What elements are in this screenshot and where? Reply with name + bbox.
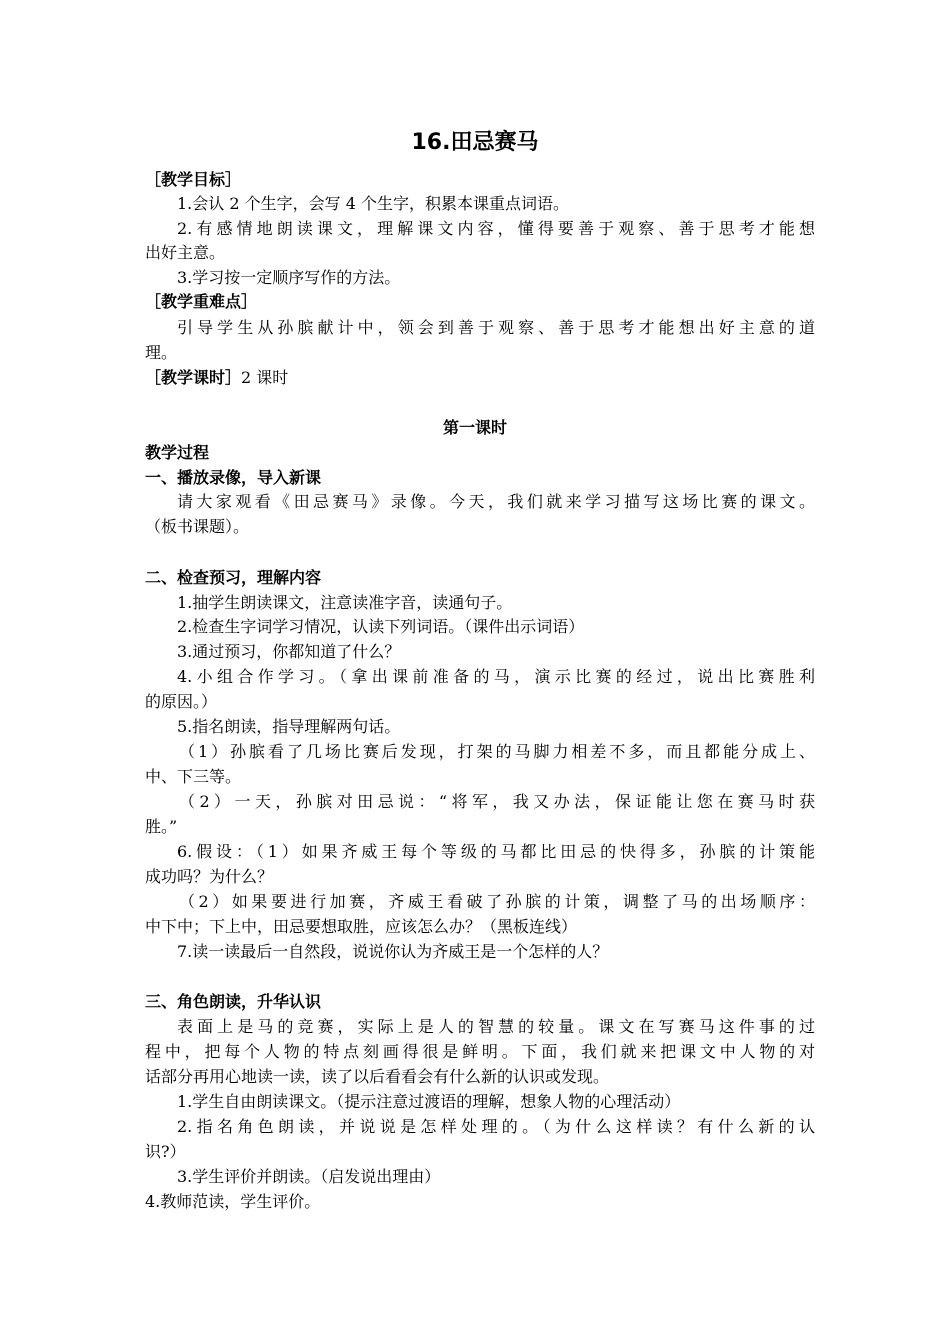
section-line: 表面上是马的竞赛，实际上是人的智慧的较量。课文在写赛马这件事的过: [177, 1017, 815, 1036]
section-line: （2）如果要进行加赛，齐威王看破了孙膑的计策，调整了马的出场顺序：: [179, 892, 815, 911]
difficulty-line: 理。: [145, 343, 178, 362]
section-line: 4.小组合作学习。（拿出课前准备的马，演示比赛的经过，说出比赛胜利: [177, 667, 815, 686]
objective-line: 2.有感情地朗读课文，理解课文内容，懂得要善于观察、善于思考才能想: [177, 219, 815, 238]
section-line: 7.读一读最后一自然段，说说你认为齐威王是一个怎样的人？: [177, 942, 609, 961]
objectives-heading: ［教学目标］: [145, 170, 242, 189]
section-line: 中、下三等。: [145, 767, 242, 786]
process-heading: 教学过程: [145, 443, 210, 462]
section-line: 请大家观看《田忌赛马》录像。今天，我们就来学习描写这场比赛的课文。: [177, 492, 815, 511]
section-line: 成功吗？为什么？: [145, 867, 274, 886]
objective-line: 3.学习按一定顺序写作的方法。: [177, 268, 401, 287]
section-line: 3.学生评价并朗读。（启发说出理由）: [177, 1167, 441, 1186]
section-line: 中下中；下上中，田忌要想取胜，应该怎么办？（黑板连线）: [145, 917, 578, 936]
section-heading: 一、播放录像，导入新课: [145, 468, 322, 487]
section-heading: 二、检查预习，理解内容: [145, 568, 322, 587]
section-line: （板书课题）。: [145, 517, 250, 536]
section-heading: 三、角色朗读，升华认识: [145, 992, 322, 1011]
section-line: 1.学生自由朗读课文。（提示注意过渡语的理解，想象人物的心理活动）: [177, 1092, 681, 1111]
section-line: 识?）: [145, 1142, 186, 1161]
section-line: 5.指名朗读，指导理解两句话。: [177, 717, 401, 736]
page-title: 16.田忌赛马: [411, 130, 539, 155]
hours-value: 2 课时: [241, 368, 289, 387]
lesson-heading: 第一课时: [442, 418, 507, 437]
section-line: 4.教师范读，学生评价。: [145, 1192, 321, 1211]
section-line: 6.假设：（1）如果齐威王每个等级的马都比田忌的快得多，孙膑的计策能: [177, 842, 815, 861]
section-line: （1）孙膑看了几场比赛后发现，打架的马脚力相差不多，而且都能分成上、: [179, 742, 815, 761]
section-line: 的原因。）: [145, 692, 218, 711]
section-line: 1.抽学生朗读课文，注意读准字音，读通句子。: [177, 593, 513, 612]
difficulty-line: 引导学生从孙膑献计中，领会到善于观察、善于思考才能想出好主意的道: [177, 318, 815, 337]
section-line: 2.指名角色朗读，并说说是怎样处理的。（为什么这样读？有什么新的认: [177, 1117, 815, 1136]
section-line: 话部分再用心地读一读，读了以后看看会有什么新的认识或发现。: [145, 1067, 610, 1086]
section-line: 2.检查生字词学习情况，认读下列词语。（课件出示词语）: [177, 617, 585, 636]
objective-line: 出好主意。: [145, 243, 226, 262]
difficulty-heading: ［教学重难点］: [145, 292, 258, 311]
hours-heading: ［教学课时］: [145, 368, 242, 387]
objective-line: 1.会认 2 个生字，会写 4 个生字，积累本课重点词语。: [177, 194, 569, 213]
hours-row: [145, 366, 815, 390]
section-line: 3.通过预习，你都知道了什么？: [177, 642, 401, 661]
section-line: 胜。”: [145, 817, 178, 836]
section-line: 程中，把每个人物的特点刻画得很是鲜明。下面，我们就来把课文中人物的对: [145, 1042, 815, 1061]
section-line: （2）一天，孙膑对田忌说：“将军，我又办法，保证能让您在赛马时获: [179, 792, 815, 811]
